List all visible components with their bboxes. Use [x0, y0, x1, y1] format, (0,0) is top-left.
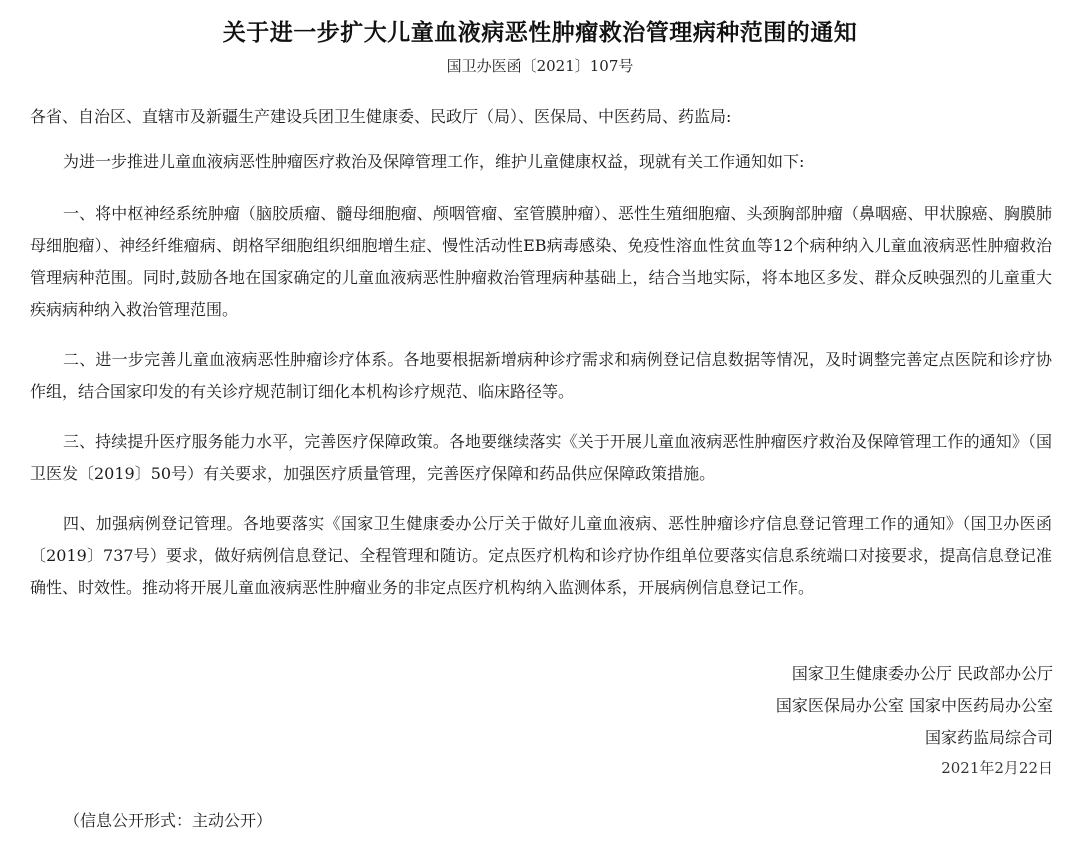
paragraph-item-3: 三、持续提升医疗服务能力水平，完善医疗保障政策。各地要继续落实《关于开展儿童血液病恶性肿瘤医疗救治及保障管理工作的通知》（国卫医发〔2019〕50号）有关要求，加强医疗质量管理，完善医疗保障和药品供应保障政策措施。: [30, 432, 1052, 483]
addressee-line: 各省、自治区、直辖市及新疆生产建设兵团卫生健康委、民政厅（局）、医保局、中医药局、药监局:: [30, 107, 732, 126]
paragraph-item-2: 二、进一步完善儿童血液病恶性肿瘤诊疗体系。各地要根据新增病种诊疗需求和病例登记信息数据等情况，及时调整完善定点医院和诊疗协作组，结合国家印发的有关诊疗规范制订细化本机构诊疗规范、临床路径等。: [30, 350, 1052, 401]
document-number: 国卫办医函〔2021〕107号: [446, 57, 634, 75]
signer-line: 国家药监局综合司: [924, 728, 1053, 747]
disclosure-note: （信息公开形式：主动公开）: [64, 811, 273, 830]
paragraph-item-1: 一、将中枢神经系统肿瘤（脑胶质瘤、髓母细胞瘤、颅咽管瘤、室管膜肿瘤）、恶性生殖细胞瘤、头颈胸部肿瘤（鼻咽癌、甲状腺癌、胸膜肺母细胞瘤）、神经纤维瘤病、朗格罕细胞组织细胞增生症、慢性活动性EB病毒感染、免疫性溶血性贫血等12个病种纳入儿童血液病恶性肿瘤救治管理病种范围。同时,鼓励各地在国家确定的儿童血液病恶性肿瘤救治管理病种基础上，结合当地实际，将本地区多发、群众反映强烈的儿童重大疾病病种纳入救治管理范围。: [30, 204, 1052, 319]
signature-block: [776, 658, 1053, 754]
signer-line: 国家卫生健康委办公厅 民政部办公厅: [791, 664, 1053, 683]
paragraph-item-4: 四、加强病例登记管理。各地要落实《国家卫生健康委办公厅关于做好儿童血液病、恶性肿瘤诊疗信息登记管理工作的通知》（国卫办医函〔2019〕737号）要求，做好病例信息登记、全程管理和随访。定点医疗机构和诊疗协作组单位要落实信息系统端口对接要求，提高信息登记准确性、时效性。推动将开展儿童血液病恶性肿瘤业务的非定点医疗机构纳入监测体系，开展病例信息登记工作。: [30, 514, 1052, 597]
intro-paragraph: 为进一步推进儿童血液病恶性肿瘤医疗救治及保障管理工作，维护儿童健康权益，现就有关工作通知如下:: [63, 152, 805, 171]
issue-date: 2021年2月22日: [941, 759, 1053, 777]
document-title: 关于进一步扩大儿童血液病恶性肿瘤救治管理病种范围的通知: [222, 19, 858, 46]
signer-line: 国家医保局办公室 国家中医药局办公室: [775, 696, 1053, 715]
